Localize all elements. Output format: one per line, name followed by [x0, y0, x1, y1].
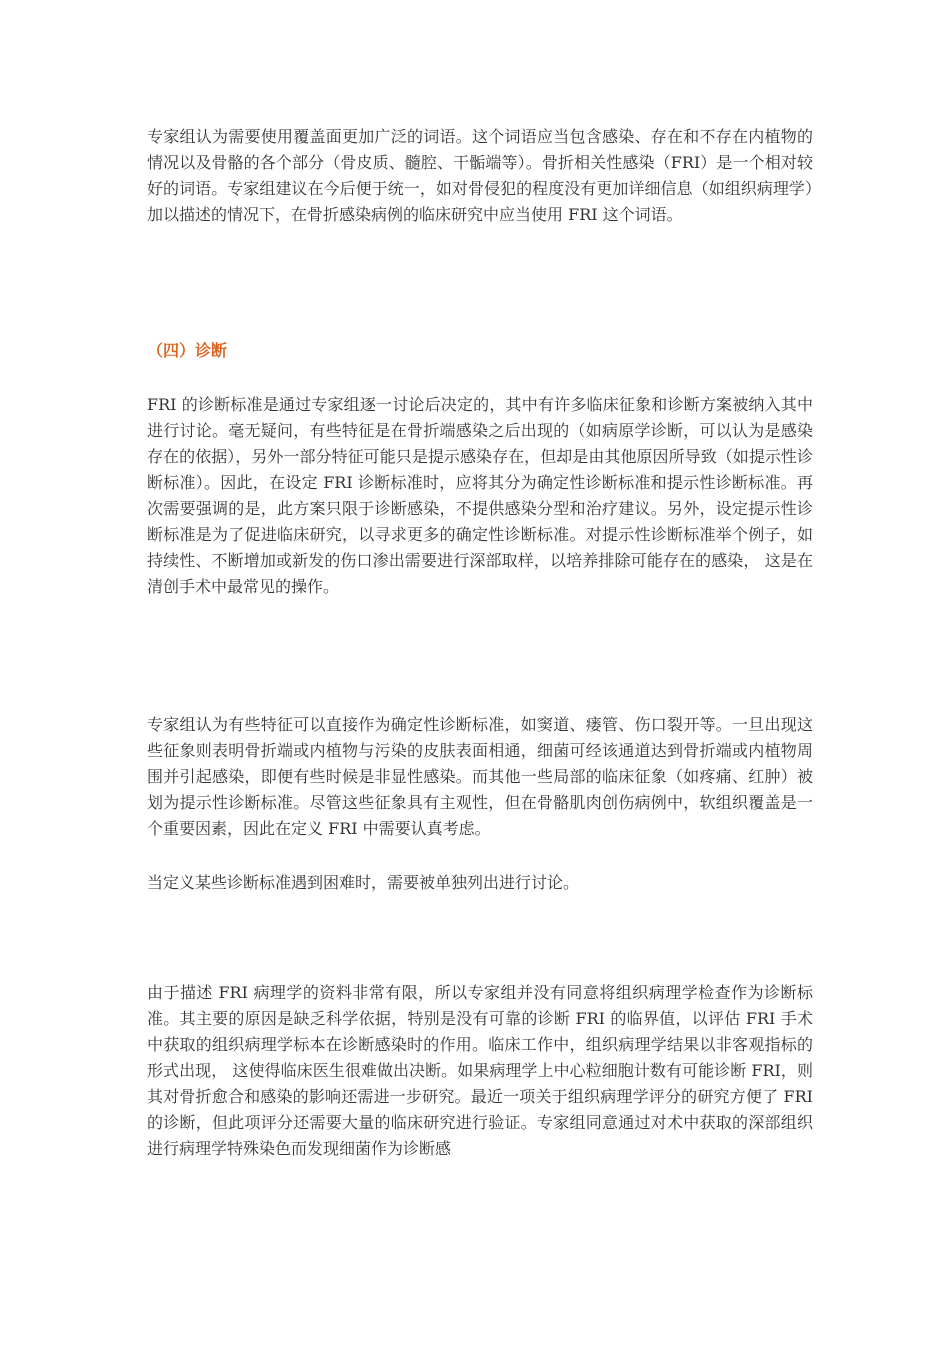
paragraph-diagnosis-criteria: FRI 的诊断标准是通过专家组逐一讨论后决定的，其中有许多临床征象和诊断方案被纳入其中进行讨论。毫无疑问，有些特征是在骨折端感染之后出现的（如病原学诊断，可以认为是感染存在的依据），另外一部分特征可能只是提示感染存在，但却是由其他原因所导致（如提示性诊断标准）。因此，在设定 FRI 诊断标准时，应将其分为确定性诊断标准和提示性诊断标准。再次需要强调的是，此方案只限于诊断感染，不提供感染分型和治疗建议。另外，设定提示性诊断标准是为了促进临床研究，以寻求更多的确定性诊断标准。对提示性诊断标准举个例子，如持续性、不断增加或新发的伤口渗出需要进行深部取样，以培养排除可能存在的感染， 这是在清创手术中最常见的操作。: [147, 395, 813, 596]
paragraph-histopathology: 由于描述 FRI 病理学的资料非常有限，所以专家组并没有同意将组织病理学检查作为诊断标准。其主要的原因是缺乏科学依据，特别是没有可靠的诊断 FRI 的临界值，以评估 FRI 手术中获取的组织病理学标本在诊断感染时的作用。临床工作中，组织病理学结果以非客观指标的形式出现， 这使得临床医生很难做出决断。如果病理学上中心粒细胞计数有可能诊断 FRI，则其对骨折愈合和感染的影响还需进一步研究。最近一项关于组织病理学评分的研究方便了 FRI 的诊断，但此项评分还需要大量的临床研究进行验证。专家组同意通过对术中获取的深部组织进行病理学特殊染色而发现细菌作为诊断感: [147, 983, 813, 1158]
paragraph-terminology: 专家组认为需要使用覆盖面更加广泛的词语。这个词语应当包含感染、存在和不存在内植物的情况以及骨骼的各个部分（骨皮质、髓腔、干骺端等）。骨折相关性感染（FRI）是一个相对较好的词语。专家组建议在今后便于统一，如对骨侵犯的程度没有更加详细信息（如组织病理学）加以描述的情况下，在骨折感染病例的临床研究中应当使用 FRI 这个词语。: [147, 127, 813, 224]
paragraph-confirmatory-criteria: 专家组认为有些特征可以直接作为确定性诊断标准，如窦道、瘘管、伤口裂开等。一旦出现这些征象则表明骨折端或内植物与污染的皮肤表面相通，细菌可经该通道达到骨折端或内植物周围并引起感染，即便有些时候是非显性感染。而其他一些局部的临床征象（如疼痛、红肿）被划为提示性诊断标准。尽管这些征象具有主观性，但在骨骼肌肉创伤病例中，软组织覆盖是一个重要因素，因此在定义 FRI 中需要认真考虑。: [147, 715, 813, 838]
paragraph-difficult-criteria: 当定义某些诊断标准遇到困难时，需要被单独列出进行讨论。: [147, 873, 580, 892]
section-heading-diagnosis: （四）诊断: [147, 341, 228, 360]
